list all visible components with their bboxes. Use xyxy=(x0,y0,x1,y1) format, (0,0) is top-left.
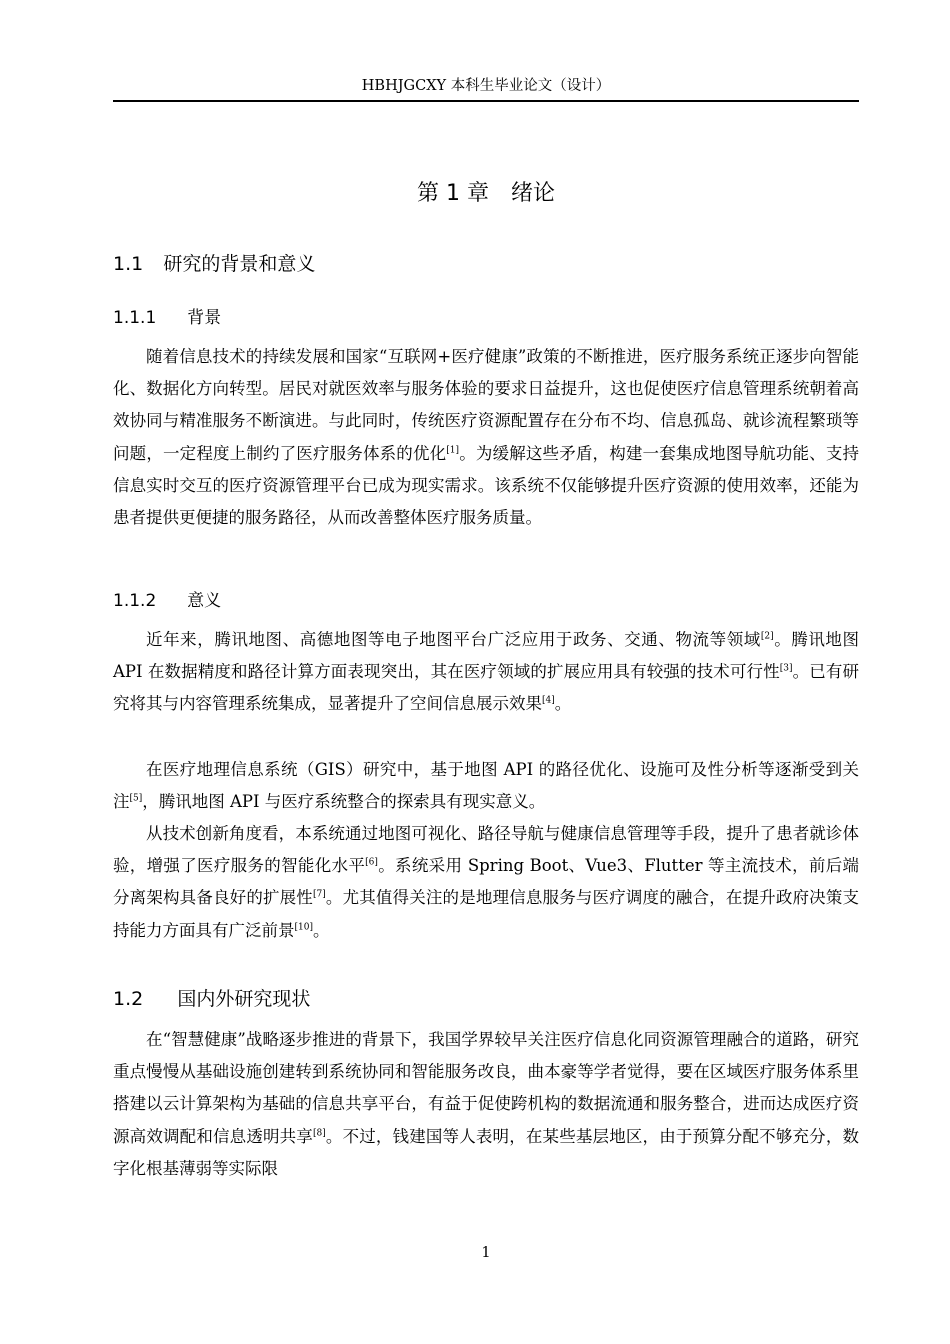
section-number: 1.1.1 xyxy=(113,308,157,328)
citation: [10] xyxy=(294,922,313,933)
paragraph-background xyxy=(113,341,859,534)
running-header: HBHJGCXY 本科生毕业论文（设计） xyxy=(361,78,611,94)
paragraph-text: 在“智慧健康”战略逐步推进的背景下，我国学界较早关注医疗信息化同资源管理融合的道路，研究重点慢慢从基础设施创建转到系统协同和智能服务改良，曲本豪等学者觉得，要在区域医疗服务体系里搭建以云计算架构为基础的信息共享平台，有益于促使跨机构的数据流通和服务整合，进而达成医疗资源高效调配和信息透明共享 xyxy=(113,1030,859,1146)
paragraph-significance-1 xyxy=(113,624,859,721)
citation: [5] xyxy=(129,793,143,804)
citation: [7] xyxy=(312,889,326,900)
paragraph-text: 。系统采用 Spring Boot、Vue3、Flutter 等主流技术，前后端分离架构具备良好的扩展性 xyxy=(113,856,860,908)
paragraph-text: 。 xyxy=(554,694,572,714)
paragraph-text: 。为缓解这些矛盾，构建一套集成地图导航功能、支持信息实时交互的医疗资源管理平台已成为现实需求。该系统不仅能够提升医疗资源的使用效率，还能为患者提供更便捷的服务路径，从而改善整体医疗服务质量。 xyxy=(113,443,860,528)
paragraph-significance-2 xyxy=(113,754,859,818)
paragraph-text: 从技术创新角度看，本系统通过地图可视化、路径导航与健康信息管理等手段，提升了患者就诊体验，增强了医疗服务的智能化水平 xyxy=(113,824,859,876)
paragraph-text: ，腾讯地图 API 与医疗系统整合的探索具有现实意义。 xyxy=(142,792,546,812)
paragraph-significance-3 xyxy=(113,818,859,947)
section-number: 1.2 xyxy=(113,988,144,1010)
section-title: 国内外研究现状 xyxy=(177,988,311,1010)
citation: [2] xyxy=(760,631,774,642)
paragraph-research-status xyxy=(113,1024,859,1185)
section-number: 1.1.2 xyxy=(113,591,157,611)
section-number: 1.1 xyxy=(113,253,144,275)
paragraph-text: 。不过，钱建国等人表明，在某些基层地区，由于预算分配不够充分，数字化根基薄弱等实际限 xyxy=(113,1126,860,1178)
section-title: 背景 xyxy=(187,308,222,328)
citation: [3] xyxy=(779,663,793,674)
header-rule xyxy=(113,100,859,102)
citation: [8] xyxy=(312,1128,326,1139)
paragraph-text: 在医疗地理信息系统（GIS）研究中，基于地图 API 的路径优化、设施可及性分析等逐渐受到关注 xyxy=(113,760,859,812)
section-title: 意义 xyxy=(187,591,222,611)
section-title: 研究的背景和意义 xyxy=(163,253,316,275)
section-heading-1-1 xyxy=(113,250,859,278)
section-heading-1-2 xyxy=(113,985,859,1013)
citation: [1] xyxy=(446,445,460,456)
citation: [4] xyxy=(542,695,555,706)
paragraph-text: 近年来，腾讯地图、高德地图等电子地图平台广泛应用于政务、交通、物流等领域 xyxy=(146,630,761,649)
paragraph-text: 。 xyxy=(312,920,330,940)
section-heading-1-1-2 xyxy=(113,587,859,615)
paragraph-text: 。腾讯地图 API 在数据精度和路径计算方面表现突出，其在医疗领域的扩展应用具有较强的技术可行性 xyxy=(113,630,860,682)
chapter-title: 第 1 章 绪论 xyxy=(417,181,555,206)
paragraph-text: 。已有研究将其与内容管理系统集成，显著提升了空间信息展示效果 xyxy=(113,662,860,714)
paragraph-text: 。尤其值得关注的是地理信息服务与医疗调度的融合，在提升政府决策支持能力方面具有广泛前景 xyxy=(113,888,860,940)
section-heading-1-1-1 xyxy=(113,304,859,332)
page-number: 1 xyxy=(481,1245,491,1261)
citation: [6] xyxy=(365,857,378,868)
paragraph-text: 随着信息技术的持续发展和国家“互联网+医疗健康”政策的不断推进，医疗服务系统正逐步向智能化、数据化方向转型。居民对就医效率与服务体验的要求日益提升，这也促使医疗信息管理系统朝着高效协同与精准服务不断演进。与此同时，传统医疗资源配置存在分布不均、信息孤岛、就诊流程繁琐等问题，一定程度上制约了医疗服务体系的优化 xyxy=(113,347,859,463)
